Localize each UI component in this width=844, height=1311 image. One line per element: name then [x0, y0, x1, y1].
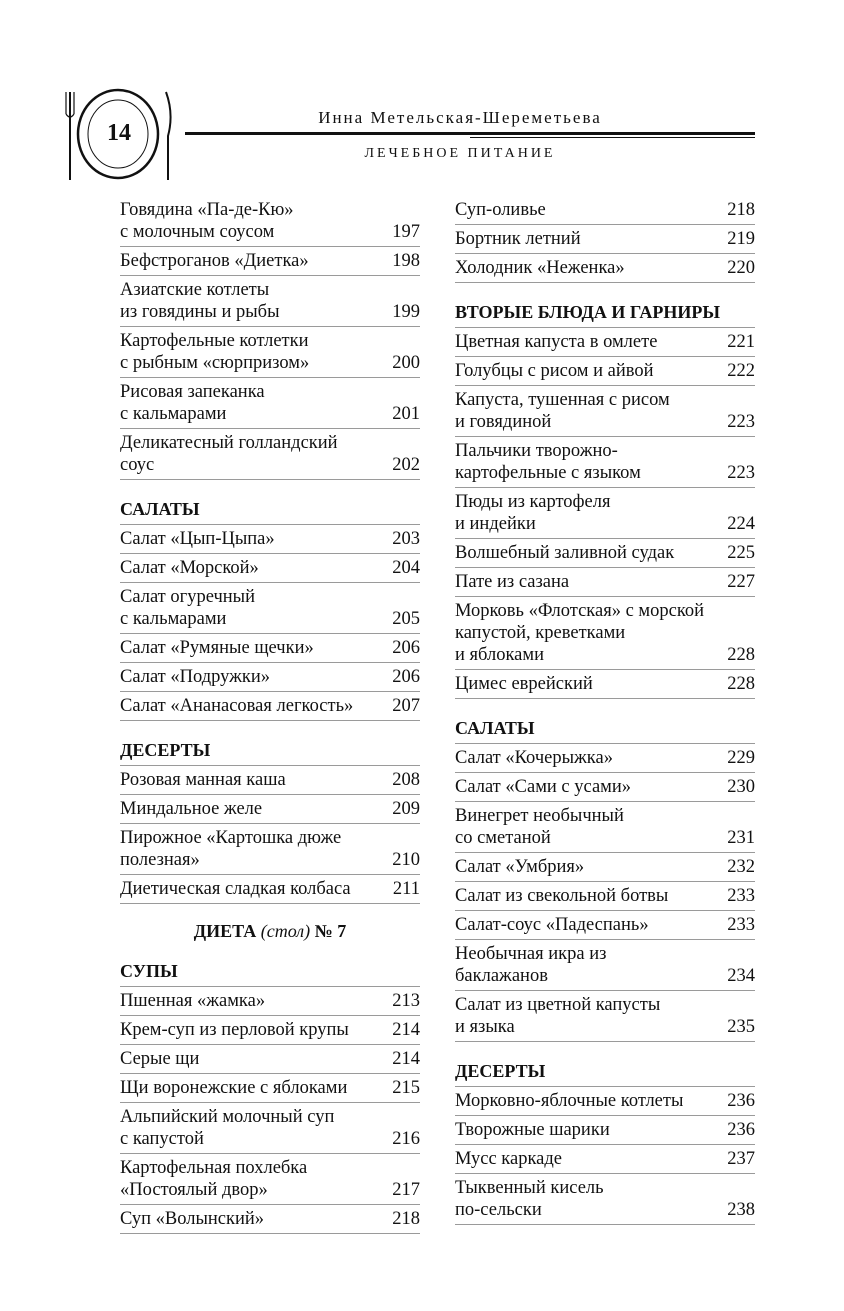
toc-entry-title-line: Салат «Сами с усами»: [455, 777, 632, 797]
toc-entry-title-line: Салат «Ананасовая легкость»: [120, 696, 354, 716]
toc-entry-page: 201: [392, 404, 420, 424]
diet-prefix: ДИЕТА: [193, 921, 261, 941]
toc-entry-title-line: и языка: [455, 1017, 515, 1037]
toc-entry-page: 198: [392, 251, 420, 271]
toc-entry-title: [120, 637, 392, 659]
toc-entry: [455, 597, 755, 670]
toc-entry: [120, 692, 420, 721]
toc-group: [455, 744, 755, 1042]
toc-entry-page: 237: [727, 1149, 755, 1169]
toc-entry-title-line: Пирожное «Картошка дюже: [120, 828, 342, 848]
toc-entry-title-line: Деликатесный голландский: [120, 433, 338, 453]
header-rule: [185, 132, 755, 135]
toc-entry-title: [455, 542, 727, 564]
toc-group: [120, 196, 420, 480]
toc-entry: [120, 1205, 420, 1234]
section-heading-desserts: ДЕСЕРТЫ: [455, 1042, 755, 1087]
toc-entry-title: [120, 1106, 392, 1150]
toc-entry-title: [120, 1157, 392, 1201]
toc-group: [455, 328, 755, 699]
toc-entry-page: 224: [727, 514, 755, 534]
toc-entry-title-line: Салат «Цып-Цыпа»: [120, 529, 275, 549]
toc-entry-title: [120, 381, 392, 425]
toc-entry: [455, 991, 755, 1042]
toc-entry-page: 234: [727, 966, 755, 986]
toc-entry-title-line: Суп-оливье: [455, 200, 546, 220]
toc-entry-title: [455, 994, 727, 1038]
toc-entry: [120, 327, 420, 378]
toc-entry: [455, 488, 755, 539]
toc-entry-title: [120, 250, 392, 272]
toc-entry: [455, 328, 755, 357]
toc-entry-title: [455, 389, 727, 433]
toc-entry-title: [455, 805, 727, 849]
diet-suffix: № 7: [310, 921, 347, 941]
header-rule-thin: [470, 137, 755, 138]
toc-entry-page: 210: [392, 850, 420, 870]
toc-entry-page: 233: [727, 915, 755, 935]
toc-entry-page: 213: [392, 991, 420, 1011]
toc-entry-title: [455, 1119, 727, 1141]
toc-entry-title-line: Говядина «Па-де-Кю»: [120, 200, 294, 220]
toc-entry-title-line: Салат «Румяные щечки»: [120, 638, 314, 658]
toc-entry-title-line: Картофельная похлебка: [120, 1158, 308, 1178]
toc-entry-page: 228: [727, 645, 755, 665]
toc-entry-page: 200: [392, 353, 420, 373]
toc-entry-page: 199: [392, 302, 420, 322]
toc-entry-title: [120, 586, 392, 630]
toc-entry: [455, 853, 755, 882]
toc-entry: [120, 429, 420, 480]
toc-entry-title-line: Салат из свекольной ботвы: [455, 886, 669, 906]
toc-entry: [120, 247, 420, 276]
toc-entry-title-line: с кальмарами: [120, 609, 227, 629]
toc-entry: [120, 525, 420, 554]
toc-entry-title-line: Альпийский молочный суп: [120, 1107, 335, 1127]
toc-entry-title-line: Бортник летний: [455, 229, 581, 249]
toc-entry: [455, 744, 755, 773]
toc-entry-title: [455, 1090, 727, 1112]
toc-entry-page: 233: [727, 886, 755, 906]
toc-entry-title-line: баклажанов: [455, 966, 548, 986]
toc-entry-title: [120, 878, 393, 900]
toc-entry-title: [120, 827, 392, 871]
toc-entry-title-line: Пате из сазана: [455, 572, 570, 592]
toc-entry: [120, 554, 420, 583]
toc-entry-title-line: Винегрет необычный: [455, 806, 624, 826]
toc-entry-title-line: Капуста, тушенная с рисом: [455, 390, 670, 410]
toc-entry: [120, 824, 420, 875]
toc-entry-title-line: Пальчики творожно-: [455, 441, 618, 461]
toc-entry-title: [455, 673, 727, 695]
toc-entry-title-line: Необычная икра из: [455, 944, 607, 964]
toc-entry: [120, 1103, 420, 1154]
toc-entry-page: 206: [392, 638, 420, 658]
toc-entry-title-line: Салат-соус «Падеспань»: [455, 915, 649, 935]
toc-entry-page: 216: [392, 1129, 420, 1149]
toc-entry-title-line: Холодник «Неженка»: [455, 258, 625, 278]
toc-entry: [120, 795, 420, 824]
toc-column-left: [120, 196, 420, 1234]
toc-entry-page: 208: [392, 770, 420, 790]
toc-entry-title: [120, 528, 392, 550]
toc-entry-title: [455, 440, 727, 484]
toc-entry-title: [120, 666, 392, 688]
toc-entry: [455, 539, 755, 568]
toc-entry-title: [120, 798, 392, 820]
toc-entry-title: [120, 330, 392, 374]
toc-column-right: [455, 196, 755, 1225]
toc-entry-page: 204: [392, 558, 420, 578]
toc-entry-title: [455, 1148, 727, 1170]
author-name: Инна Метельская-Шереметьева: [318, 108, 602, 127]
section-heading-mains: ВТОРЫЕ БЛЮДА И ГАРНИРЫ: [455, 283, 755, 328]
toc-entry-title: [455, 776, 727, 798]
toc-entry-title-line: Цимес еврейский: [455, 674, 593, 694]
page-number: 14: [107, 120, 131, 146]
toc-entry-title-line: и яблоками: [455, 645, 544, 665]
toc-entry-page: 207: [392, 696, 420, 716]
toc-entry-title: [455, 491, 727, 535]
toc-entry: [455, 882, 755, 911]
section-heading-soups: СУПЫ: [120, 942, 420, 987]
toc-entry-page: 227: [727, 572, 755, 592]
toc-group: [120, 766, 420, 904]
toc-entry-page: 229: [727, 748, 755, 768]
toc-entry: [120, 634, 420, 663]
toc-entry-title: [120, 769, 392, 791]
toc-entry-page: 203: [392, 529, 420, 549]
book-title: ЛЕЧЕБНОЕ ПИТАНИЕ: [364, 146, 556, 161]
toc-entry-title-line: из говядины и рыбы: [120, 302, 280, 322]
toc-entry-title-line: Диетическая сладкая колбаса: [120, 879, 351, 899]
toc-entry: [455, 254, 755, 283]
toc-entry-title-line: Голубцы с рисом и айвой: [455, 361, 654, 381]
toc-entry: [455, 911, 755, 940]
toc-entry: [120, 583, 420, 634]
toc-entry-title: [455, 1177, 727, 1221]
toc-entry-title-line: Картофельные котлетки: [120, 331, 309, 351]
diet-heading: [120, 904, 420, 942]
toc-entry-title-line: Миндальное желе: [120, 799, 263, 819]
toc-entry: [455, 1087, 755, 1116]
toc-group: [455, 1087, 755, 1225]
toc-entry-title-line: по-сельски: [455, 1200, 542, 1220]
toc-entry: [120, 766, 420, 795]
section-heading-salads: САЛАТЫ: [455, 699, 755, 744]
toc-entry-title: [120, 199, 392, 243]
toc-entry-title: [455, 914, 727, 936]
section-heading-desserts: ДЕСЕРТЫ: [120, 721, 420, 766]
toc-entry-title-line: капустой, креветками: [455, 623, 626, 643]
toc-entry-title-line: Крем-суп из перловой крупы: [120, 1020, 349, 1040]
toc-entry: [120, 987, 420, 1016]
toc-entry-title: [455, 228, 727, 250]
toc-entry: [455, 225, 755, 254]
toc-entry-title: [120, 1208, 392, 1230]
toc-entry-page: 219: [727, 229, 755, 249]
toc-entry: [455, 773, 755, 802]
toc-group: [120, 987, 420, 1234]
toc-entry-title-line: Морковно-яблочные котлеты: [455, 1091, 684, 1111]
toc-entry-page: 231: [727, 828, 755, 848]
toc-entry-title-line: Пшенная «жамка»: [120, 991, 266, 1011]
toc-entry-title-line: Морковь «Флотская» с морской: [455, 601, 705, 621]
toc-entry-page: 223: [727, 412, 755, 432]
toc-entry-title-line: с кальмарами: [120, 404, 227, 424]
toc-entry-page: 235: [727, 1017, 755, 1037]
toc-entry-title-line: Щи воронежские с яблоками: [120, 1078, 348, 1098]
toc-entry: [455, 1174, 755, 1225]
toc-entry: [120, 276, 420, 327]
toc-entry-page: 238: [727, 1200, 755, 1220]
toc-entry-title: [455, 257, 727, 279]
toc-entry: [120, 196, 420, 247]
toc-entry-title-line: Салат «Морской»: [120, 558, 259, 578]
toc-entry: [455, 357, 755, 386]
toc-entry: [455, 1116, 755, 1145]
toc-entry-title-line: Суп «Волынский»: [120, 1209, 265, 1229]
toc-entry-page: 230: [727, 777, 755, 797]
toc-entry: [455, 670, 755, 699]
toc-entry-page: 215: [392, 1078, 420, 1098]
toc-entry: [455, 437, 755, 488]
toc-entry-title: [455, 600, 727, 666]
toc-entry-title-line: Салат «Кочерыжка»: [455, 748, 613, 768]
toc-entry: [455, 568, 755, 597]
toc-entry: [455, 802, 755, 853]
toc-entry-title-line: и говядиной: [455, 412, 552, 432]
toc-entry: [120, 1016, 420, 1045]
section-heading-salads: САЛАТЫ: [120, 480, 420, 525]
toc-entry: [455, 386, 755, 437]
toc-entry-title: [120, 279, 392, 323]
toc-entry-page: 228: [727, 674, 755, 694]
toc-entry-title: [455, 885, 727, 907]
toc-entry-title: [455, 943, 727, 987]
toc-entry-page: 205: [392, 609, 420, 629]
toc-entry-page: 221: [727, 332, 755, 352]
toc-entry-title-line: «Постоялый двор»: [120, 1180, 268, 1200]
toc-entry-title: [455, 856, 727, 878]
toc-entry-title-line: Тыквенный кисель: [455, 1178, 604, 1198]
toc-entry: [455, 940, 755, 991]
toc-entry-title-line: Азиатские котлеты: [120, 280, 270, 300]
toc-entry-page: 222: [727, 361, 755, 381]
toc-entry-title-line: с капустой: [120, 1129, 204, 1149]
toc-entry-page: 202: [392, 455, 420, 475]
toc-entry-page: 214: [392, 1049, 420, 1069]
toc-entry-title-line: с молочным соусом: [120, 222, 275, 242]
toc-entry-title: [120, 1077, 392, 1099]
toc-entry-page: 218: [727, 200, 755, 220]
toc-entry-title-line: Салат из цветной капусты: [455, 995, 661, 1015]
toc-group: [455, 196, 755, 283]
toc-entry-title: [120, 990, 392, 1012]
toc-entry-title: [120, 695, 392, 717]
toc-entry-page: 232: [727, 857, 755, 877]
toc-entry-title: [455, 571, 727, 593]
toc-entry: [120, 1154, 420, 1205]
toc-entry: [455, 196, 755, 225]
toc-entry-title: [120, 432, 392, 476]
toc-entry-page: 197: [392, 222, 420, 242]
toc-entry-page: 223: [727, 463, 755, 483]
toc-entry-title: [120, 1019, 392, 1041]
toc-entry-title: [120, 557, 392, 579]
toc-entry-title-line: Салат «Умбрия»: [455, 857, 585, 877]
toc-entry-title: [455, 331, 727, 353]
toc-entry-page: 217: [392, 1180, 420, 1200]
toc-entry: [120, 663, 420, 692]
toc-entry-title: [455, 360, 727, 382]
toc-entry-title-line: Рисовая запеканка: [120, 382, 265, 402]
toc-entry-title-line: Пюды из картофеля: [455, 492, 611, 512]
toc-entry-title-line: Мусс каркаде: [455, 1149, 562, 1169]
toc-entry-title-line: Цветная капуста в омлете: [455, 332, 658, 352]
toc-entry-title-line: соус: [120, 455, 155, 475]
toc-entry-title-line: Салат огуречный: [120, 587, 256, 607]
toc-entry: [455, 1145, 755, 1174]
toc-entry-title-line: с рыбным «сюрпризом»: [120, 353, 310, 373]
page-header: [0, 0, 844, 200]
toc-entry-title-line: картофельные с языком: [455, 463, 641, 483]
toc-entry-title-line: Салат «Подружки»: [120, 667, 271, 687]
toc-entry-title: [120, 1048, 392, 1070]
toc-entry: [120, 1074, 420, 1103]
diet-italic: (стол): [260, 921, 311, 941]
toc-entry-title-line: Бефстроганов «Диетка»: [120, 251, 309, 271]
toc-entry-title-line: и индейки: [455, 514, 536, 534]
toc-entry-title: [455, 199, 727, 221]
toc-entry-title-line: со сметаной: [455, 828, 551, 848]
toc-entry-title-line: полезная»: [120, 850, 200, 870]
toc-entry-title: [455, 747, 727, 769]
toc-entry-page: 214: [392, 1020, 420, 1040]
toc-entry-title-line: Творожные шарики: [455, 1120, 610, 1140]
toc-entry-page: 218: [392, 1209, 420, 1229]
toc-entry-title-line: Серые щи: [120, 1049, 200, 1069]
toc-entry: [120, 1045, 420, 1074]
toc-entry-page: 209: [392, 799, 420, 819]
toc-entry-page: 236: [727, 1120, 755, 1140]
toc-entry: [120, 378, 420, 429]
toc-group: [120, 525, 420, 721]
toc-entry-page: 211: [392, 879, 420, 899]
toc-entry-title-line: Волшебный заливной судак: [455, 543, 675, 563]
toc-entry-page: 236: [727, 1091, 755, 1111]
toc-entry-page: 225: [727, 543, 755, 563]
toc-entry-page: 206: [392, 667, 420, 687]
toc-entry-title-line: Розовая манная каша: [120, 770, 286, 790]
toc-entry-page: 220: [727, 258, 755, 278]
toc-entry: [120, 875, 420, 904]
